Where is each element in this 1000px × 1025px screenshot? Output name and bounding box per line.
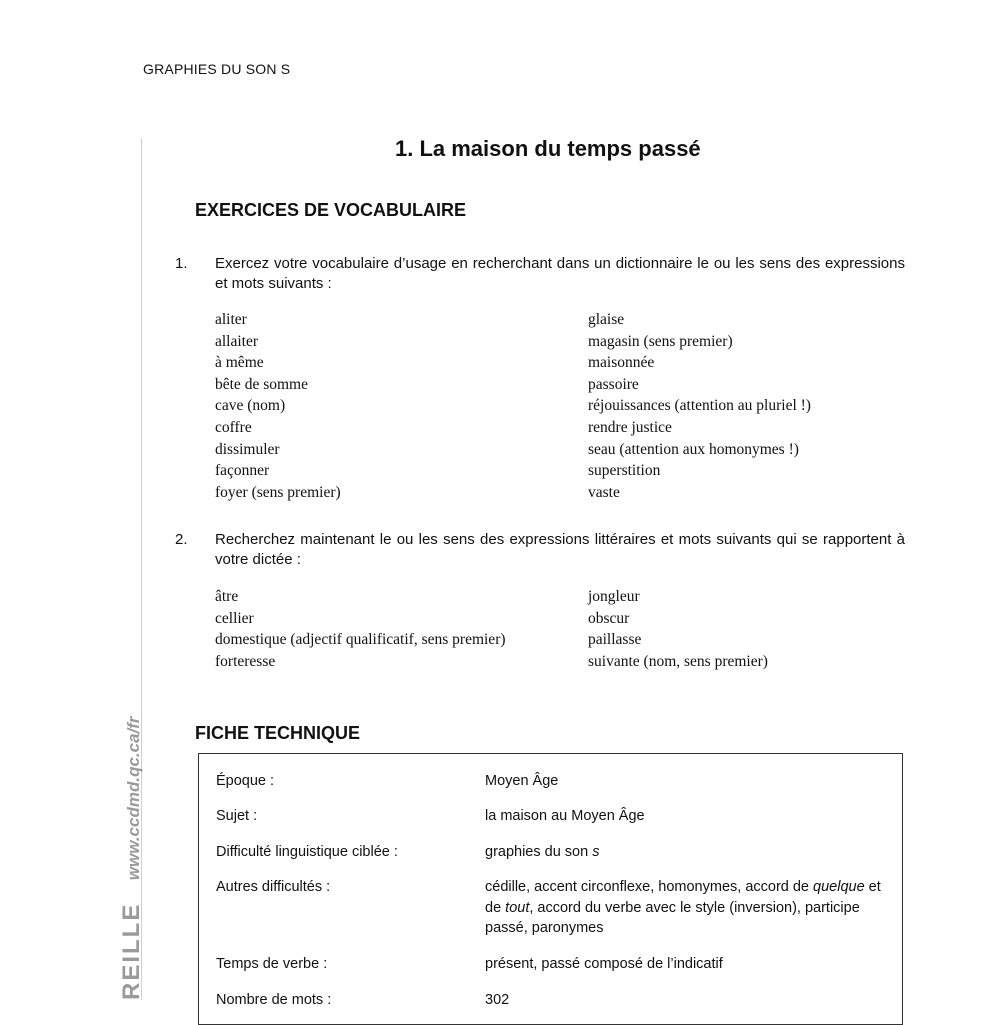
fiche-value: [485, 877, 895, 939]
list-item: âtre: [215, 588, 239, 605]
list-item: cave (nom): [215, 397, 286, 415]
fiche-value-text: cédille, accent circonflexe, homonymes, accord de: [485, 879, 814, 895]
side-url: www.ccdmd.qc.ca/fr: [124, 716, 143, 881]
fiche-value-text: et de: [485, 879, 881, 916]
fiche-value: [485, 842, 895, 863]
question-1: [175, 254, 905, 294]
fiche-technique-table: [198, 753, 903, 1025]
question-2-text: Recherchez maintenant le ou les sens des expressions littéraires et mots suivants qui se rapportent à votre dictée :: [215, 531, 905, 568]
list-item: forteresse: [215, 652, 276, 670]
question-2-number: 2.: [175, 531, 188, 548]
fiche-value: Moyen Âge: [485, 773, 559, 789]
fiche-value-text: graphies du son: [485, 844, 593, 860]
list-item: vaste: [588, 483, 620, 501]
question-1-number: 1.: [175, 255, 188, 272]
fiche-label: Difficulté linguistique ciblée :: [216, 844, 398, 860]
question-2: [175, 530, 905, 570]
list-item: à même: [215, 354, 264, 372]
fiche-label: Autres difficultés :: [216, 879, 331, 895]
list-item: glaise: [588, 311, 625, 328]
fiche-value: présent, passé composé de l’indicatif: [485, 956, 723, 972]
list-item: obscur: [588, 609, 630, 627]
list-item: domestique (adjectif qualificatif, sens premier): [215, 631, 506, 649]
question-2-left-list: [215, 586, 506, 672]
list-item: bête de somme: [215, 375, 308, 393]
list-item: paillasse: [588, 631, 642, 649]
fiche-technique-title: FICHE TECHNIQUE: [195, 723, 361, 743]
list-item: coffre: [215, 418, 252, 436]
fiche-value-emphasis: tout: [505, 899, 530, 916]
fiche-value: 302: [485, 992, 510, 1008]
fiche-value-text: , accord du verbe avec le style (inversion), participe passé, paronymes: [485, 899, 860, 936]
fiche-label: Époque :: [216, 773, 275, 789]
question-1-left-list: [215, 309, 341, 503]
list-item: foyer (sens premier): [215, 483, 341, 501]
list-item: superstition: [588, 462, 661, 480]
list-item: façonner: [215, 462, 270, 480]
fiche-value: la maison au Moyen Âge: [485, 808, 645, 824]
list-item: allaiter: [215, 332, 259, 350]
question-1-text: Exercez votre vocabulaire d’usage en recherchant dans un dictionnaire le ou les sens des expressions et mots suivants :: [215, 255, 905, 292]
list-item: maisonnée: [588, 354, 655, 372]
fiche-value-emphasis: s: [592, 844, 600, 860]
list-item: passoire: [588, 375, 639, 393]
list-item: seau (attention aux homonymes !): [588, 440, 799, 458]
list-item: jongleur: [588, 588, 640, 605]
vocabulary-section-title: EXERCICES DE VOCABULAIRE: [195, 200, 467, 220]
fiche-label: Nombre de mots :: [216, 992, 332, 1008]
question-2-right-list: [588, 586, 768, 672]
fiche-label: Temps de verbe :: [216, 956, 328, 972]
list-item: cellier: [215, 609, 254, 627]
side-brand: REILLE: [118, 902, 145, 1000]
fiche-label: Sujet :: [216, 808, 258, 824]
question-1-right-list: [588, 309, 811, 503]
list-item: magasin (sens premier): [588, 332, 733, 350]
list-item: rendre justice: [588, 418, 672, 436]
list-item: aliter: [215, 311, 247, 328]
running-header: GRAPHIES DU SON S: [143, 61, 291, 77]
list-item: réjouissances (attention au pluriel !): [588, 397, 811, 415]
fiche-value-emphasis: quelque: [813, 879, 865, 895]
page-title: 1. La maison du temps passé: [395, 136, 701, 161]
side-watermark: [118, 716, 146, 1000]
list-item: suivante (nom, sens premier): [588, 652, 768, 670]
list-item: dissimuler: [215, 440, 280, 458]
